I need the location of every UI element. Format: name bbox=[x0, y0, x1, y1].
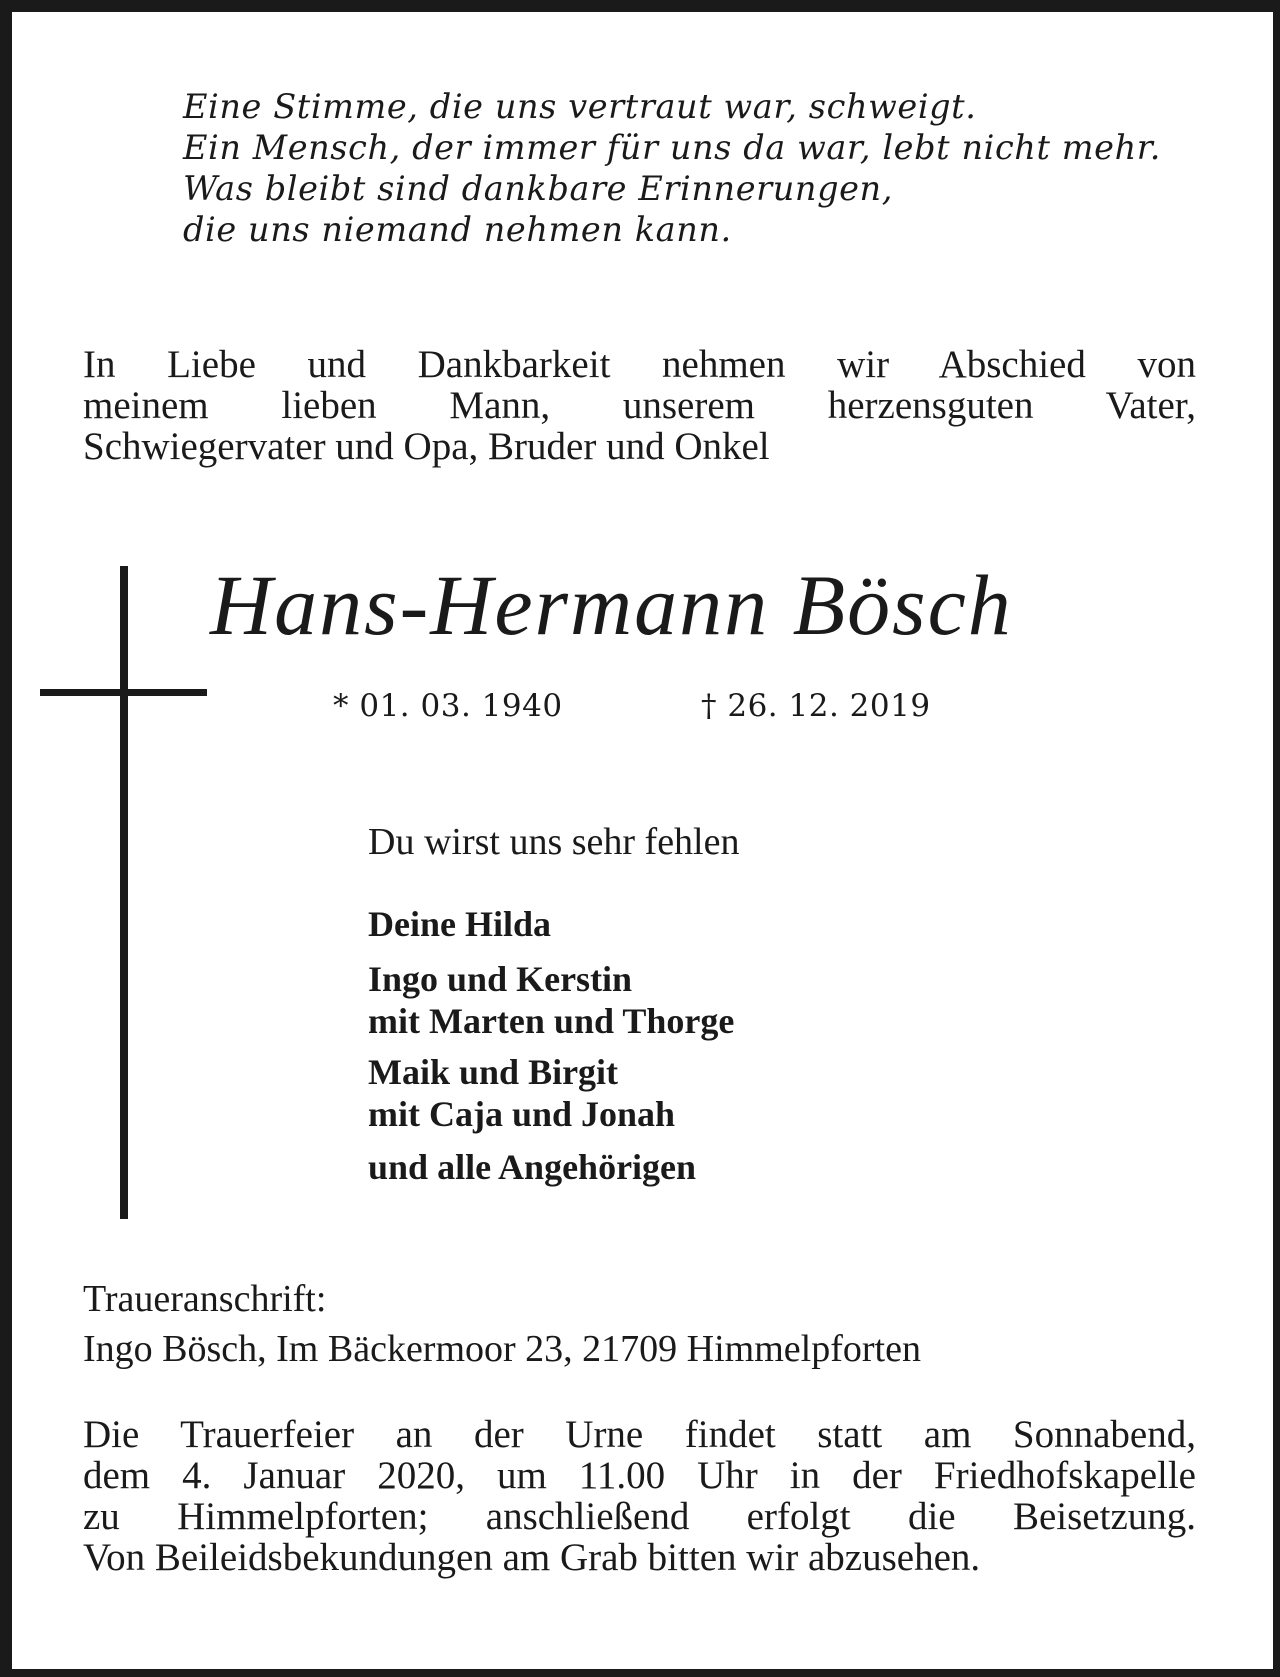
death-date: † 26. 12. 2019 bbox=[701, 688, 931, 724]
signer-line: Maik und Birgit bbox=[368, 1052, 619, 1092]
poem-line: Ein Mensch, der immer für uns da war, lebt nicht mehr. bbox=[183, 128, 1161, 167]
service-text bbox=[83, 1414, 1196, 1578]
signer-line: mit Marten und Thorge bbox=[368, 1001, 735, 1041]
poem-line: Was bleibt sind dankbare Erinnerungen, bbox=[183, 169, 893, 208]
deceased-name: Hans-Hermann Bösch bbox=[210, 557, 1013, 653]
signer-line: Ingo und Kerstin bbox=[368, 959, 633, 999]
birth-date: * 01. 03. 1940 bbox=[333, 688, 563, 724]
poem bbox=[183, 86, 1223, 250]
address-line: Ingo Bösch, Im Bäckermoor 23, 21709 Himmelpforten bbox=[83, 1328, 921, 1370]
cross-icon-vertical bbox=[120, 566, 128, 1219]
signer-line: Deine Hilda bbox=[368, 904, 552, 944]
intro-line: Schwiegervater und Opa, Bruder und Onkel bbox=[83, 425, 770, 468]
signer-line: und alle Angehörigen bbox=[368, 1147, 697, 1187]
service-line: Die Trauerfeier an der Urne findet statt am Sonnabend, bbox=[83, 1413, 1196, 1456]
address-label: Traueranschrift: bbox=[83, 1278, 327, 1320]
intro-line: In Liebe und Dankbarkeit nehmen wir Abschied von bbox=[83, 343, 1196, 386]
poem-line: Eine Stimme, die uns vertraut war, schweigt. bbox=[183, 87, 977, 126]
farewell-text: Du wirst uns sehr fehlen bbox=[368, 821, 740, 863]
service-line: dem 4. Januar 2020, um 11.00 Uhr in der Friedhofskapelle bbox=[83, 1454, 1196, 1497]
cross-icon-horizontal bbox=[40, 689, 207, 696]
poem-line: die uns niemand nehmen kann. bbox=[183, 210, 732, 249]
service-line: Von Beileidsbekundungen am Grab bitten wir abzusehen. bbox=[83, 1536, 981, 1579]
signer-line: mit Caja und Jonah bbox=[368, 1094, 676, 1134]
intro-line: meinem lieben Mann, unserem herzensguten Vater, bbox=[83, 384, 1196, 427]
service-line: zu Himmelpforten; anschließend erfolgt die Beisetzung. bbox=[83, 1495, 1196, 1538]
intro-text bbox=[83, 344, 1196, 467]
